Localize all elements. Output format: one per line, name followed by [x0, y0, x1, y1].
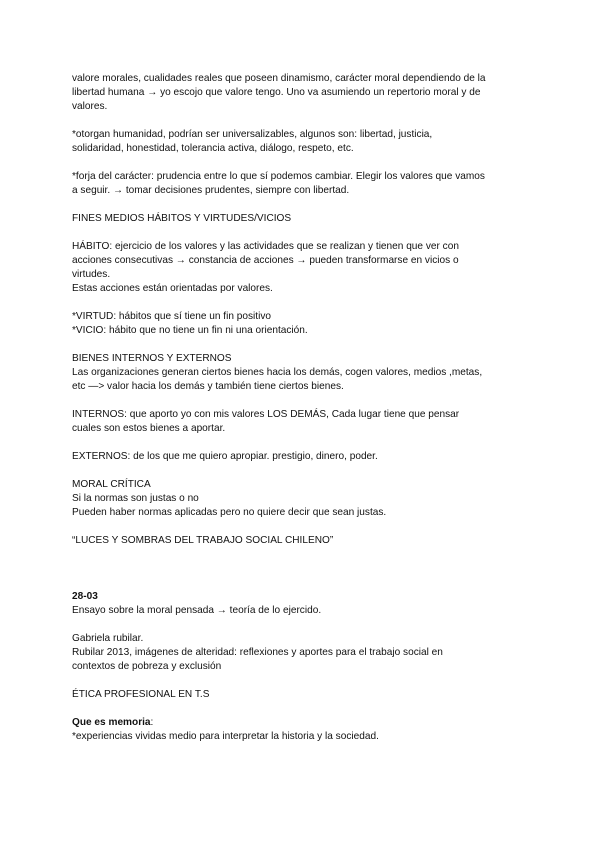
paragraph	[72, 170, 532, 198]
text-line: Si la normas son justas o no	[72, 493, 199, 504]
text-line: MORAL CRÍTICA	[72, 479, 151, 490]
section-heading	[72, 352, 532, 366]
paragraph	[72, 128, 532, 156]
paragraph	[72, 604, 532, 618]
text-line: INTERNOS: que aporto yo con mis valores LOS DEMÁS, Cada lugar tiene que pensar	[72, 409, 460, 420]
section-heading	[72, 212, 532, 226]
text-line: acciones consecutivas → constancia de acciones → pueden transformarse en vicios o	[72, 255, 459, 266]
paragraph	[72, 72, 532, 114]
text-line: libertad humana → yo escojo que valore tengo. Uno va asumiendo un repertorio moral y de	[72, 87, 481, 98]
spacer	[72, 520, 532, 534]
text-line: 28-03	[72, 591, 98, 602]
text-line: *VICIO: hábito que no tiene un fin ni una orientación.	[72, 325, 308, 336]
spacer	[72, 548, 532, 590]
text-line: virtudes.	[72, 269, 111, 280]
spacer	[72, 464, 532, 478]
paragraph	[72, 310, 532, 338]
paragraph	[72, 366, 532, 394]
section-heading	[72, 688, 532, 702]
text-line: *otorgan humanidad, podrían ser universalizables, algunos son: libertad, justicia,	[72, 129, 433, 140]
spacer	[72, 156, 532, 170]
text-line: “LUCES Y SOMBRAS DEL TRABAJO SOCIAL CHILENO”	[72, 535, 334, 546]
text-line: EXTERNOS: de los que me quiero apropiar. prestigio, dinero, poder.	[72, 451, 378, 462]
paragraph	[72, 408, 532, 436]
text-line: cuales son estos bienes a aportar.	[72, 423, 226, 434]
spacer	[72, 436, 532, 450]
text-line: valores.	[72, 101, 108, 112]
paragraph	[72, 492, 532, 520]
text-line: *experiencias vividas medio para interpretar la historia y la sociedad.	[72, 731, 379, 742]
text-line: Ensayo sobre la moral pensada → teoría de lo ejercido.	[72, 605, 322, 616]
paragraph	[72, 730, 532, 744]
text-line: etc —> valor hacia los demás y también tiene ciertos bienes.	[72, 381, 344, 392]
text-line: Estas acciones están orientadas por valores.	[72, 283, 273, 294]
text-line: ÉTICA PROFESIONAL EN T.S	[72, 689, 210, 700]
text-line: *VIRTUD: hábitos que sí tiene un fin positivo	[72, 311, 271, 322]
subheading-line	[72, 716, 532, 730]
text-line: contextos de pobreza y exclusión	[72, 661, 222, 672]
spacer	[72, 198, 532, 212]
paragraph	[72, 632, 532, 674]
spacer	[72, 114, 532, 128]
document-page	[72, 72, 532, 744]
section-heading	[72, 478, 532, 492]
date-heading	[72, 590, 532, 604]
text-line: *forja del carácter: prudencia entre lo que sí podemos cambiar. Elegir los valores que vamos	[72, 171, 485, 182]
spacer	[72, 674, 532, 688]
spacer	[72, 296, 532, 310]
text-line: a seguir. → tomar decisiones prudentes, siempre con libertad.	[72, 185, 350, 196]
label-suffix: :	[150, 717, 154, 728]
bold-label: Que es memoria	[72, 717, 151, 728]
text-line: valore morales, cualidades reales que poseen dinamismo, carácter moral dependiendo de la	[72, 73, 486, 84]
spacer	[72, 394, 532, 408]
text-line: Gabriela rubilar.	[72, 633, 144, 644]
text-line: Rubilar 2013, imágenes de alteridad: reflexiones y aportes para el trabajo social en	[72, 647, 443, 658]
spacer	[72, 618, 532, 632]
spacer	[72, 338, 532, 352]
text-line: Pueden haber normas aplicadas pero no quiere decir que sean justas.	[72, 507, 387, 518]
spacer	[72, 226, 532, 240]
paragraph	[72, 450, 532, 464]
text-line: HÁBITO: ejercicio de los valores y las actividades que se realizan y tienen que ver con	[72, 241, 459, 252]
text-line: FINES MEDIOS HÁBITOS Y VIRTUDES/VICIOS	[72, 213, 292, 224]
spacer	[72, 702, 532, 716]
text-line: Las organizaciones generan ciertos bienes hacia los demás, cogen valores, medios ,metas,	[72, 367, 483, 378]
text-line: solidaridad, honestidad, tolerancia activa, diálogo, respeto, etc.	[72, 143, 354, 154]
text-line: BIENES INTERNOS Y EXTERNOS	[72, 353, 232, 364]
paragraph	[72, 240, 532, 296]
section-heading	[72, 534, 532, 548]
